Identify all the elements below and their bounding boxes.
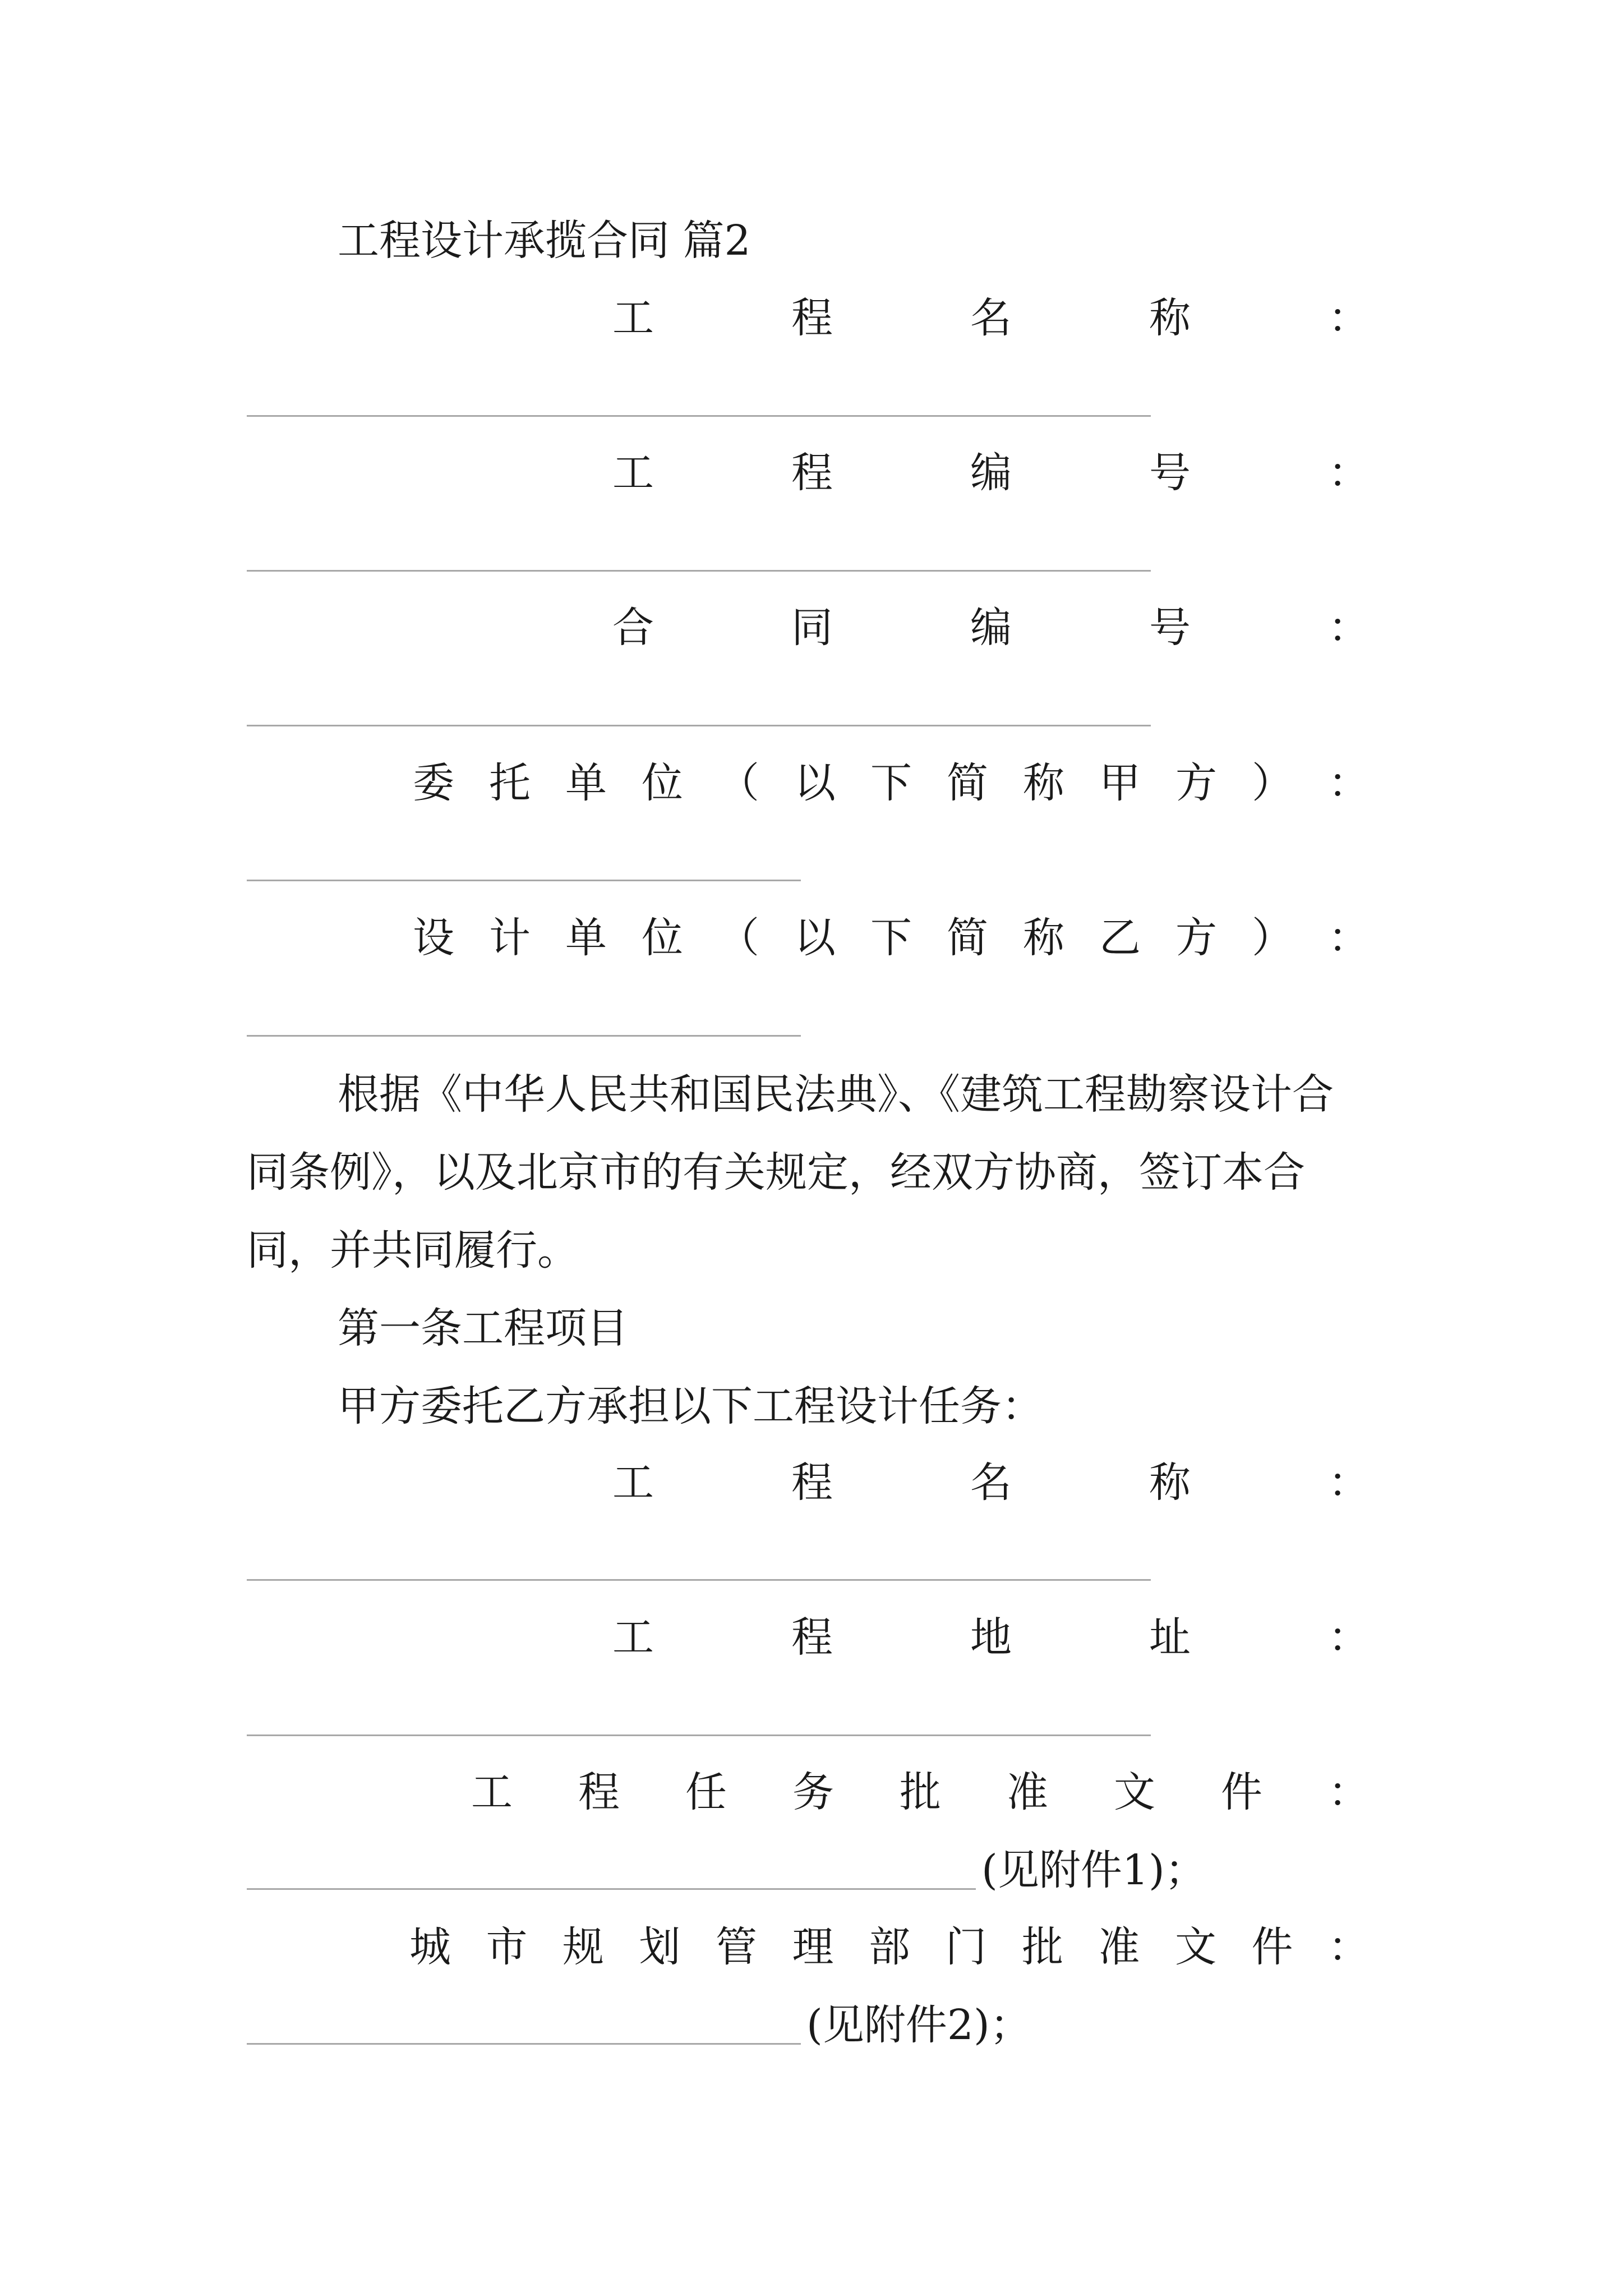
label-char: 程 [578, 1768, 620, 1816]
intro-line-2: 同条例》，以及北京市的有关规定，经双方协商，签订本合 [247, 1148, 1305, 1197]
approval-document-label [471, 1768, 1370, 1816]
label-char: 地 [970, 1613, 1012, 1662]
label-char: ： [1328, 759, 1370, 807]
label-char: 名 [970, 294, 1012, 342]
label-char: 以 [794, 759, 836, 807]
label-char: 名 [970, 1458, 1012, 1507]
label-char: 位 [642, 914, 683, 962]
label-char: 号 [1149, 449, 1191, 497]
label-char: 称 [1023, 759, 1064, 807]
item-project-address-label [612, 1613, 1370, 1662]
party-b-blank [247, 1035, 801, 1037]
label-char: 址 [1149, 1613, 1191, 1662]
label-char: 件 [1221, 1768, 1262, 1816]
label-char: 甲 [1099, 759, 1141, 807]
label-char: 规 [562, 1923, 604, 1971]
label-char: 准 [1098, 1923, 1140, 1971]
label-char: 称 [1149, 1458, 1191, 1507]
label-char: 件 [1251, 1923, 1293, 1971]
label-char: 程 [791, 1458, 833, 1507]
label-char: ： [1328, 1613, 1370, 1662]
approval-document-note: (见附件1)； [981, 1846, 1206, 1894]
label-char: 称 [1149, 294, 1191, 342]
label-char: ： [1328, 1458, 1370, 1507]
contract-number-label [612, 604, 1370, 652]
label-char: 方 [1175, 914, 1217, 962]
label-char: 下 [870, 914, 912, 962]
label-char: 工 [612, 1458, 654, 1507]
label-char: 称 [1023, 914, 1064, 962]
label-char: ） [1252, 914, 1293, 962]
label-char: 以 [794, 914, 836, 962]
label-char: 理 [792, 1923, 834, 1971]
label-char: ： [1328, 604, 1370, 652]
label-char: 部 [869, 1923, 910, 1971]
label-char: （ [718, 914, 759, 962]
label-char: （ [718, 759, 759, 807]
label-char: 程 [791, 1613, 833, 1662]
label-char: 文 [1114, 1768, 1155, 1816]
label-char: ： [1328, 914, 1370, 962]
label-char: 任 [685, 1768, 727, 1816]
planning-document-note: (见附件2)； [806, 2001, 1031, 2049]
label-char: 市 [486, 1923, 528, 1971]
article-1-text: 甲方委托乙方承担以下工程设计任务： [338, 1382, 1043, 1430]
label-char: 简 [947, 914, 988, 962]
label-char: 号 [1149, 604, 1191, 652]
contract-number-blank [247, 725, 1151, 726]
label-char: 管 [716, 1923, 757, 1971]
label-char: 设 [413, 914, 454, 962]
label-char: 同 [791, 604, 833, 652]
label-char: 委 [413, 759, 454, 807]
item-project-name-label [612, 1458, 1370, 1507]
label-char: 位 [642, 759, 683, 807]
planning-document-label [409, 1923, 1370, 1971]
intro-line-1: 根据《中华人民共和国民法典》、《建筑工程勘察设计合 [338, 1070, 1334, 1119]
party-b-label [413, 914, 1370, 962]
label-char: ） [1252, 759, 1293, 807]
label-char: 单 [565, 914, 607, 962]
label-char: ： [1328, 1768, 1370, 1816]
label-char: 城 [409, 1923, 451, 1971]
label-char: 简 [947, 759, 988, 807]
item-project-address-blank [247, 1734, 1151, 1736]
label-char: 计 [489, 914, 531, 962]
label-char: 合 [612, 604, 654, 652]
project-name-label [612, 294, 1370, 342]
label-char: 程 [791, 294, 833, 342]
label-char: 编 [970, 604, 1012, 652]
party-a-label [413, 759, 1370, 807]
label-char: 程 [791, 449, 833, 497]
party-a-blank [247, 880, 801, 881]
label-char: 准 [1007, 1768, 1048, 1816]
label-char: ： [1328, 449, 1370, 497]
label-char: 工 [471, 1768, 513, 1816]
item-project-name-blank [247, 1579, 1151, 1581]
project-number-label [612, 449, 1370, 497]
label-char: 务 [792, 1768, 834, 1816]
project-name-blank [247, 415, 1151, 417]
label-char: 编 [970, 449, 1012, 497]
label-char: 划 [639, 1923, 681, 1971]
contract-title: 工程设计承揽合同 篇2 [338, 217, 751, 265]
label-char: 批 [1022, 1923, 1063, 1971]
label-char: 门 [945, 1923, 987, 1971]
project-number-blank [247, 570, 1151, 572]
intro-line-3: 同，并共同履行。 [247, 1226, 579, 1274]
article-1-heading: 第一条工程项目 [338, 1304, 628, 1352]
label-char: 工 [612, 449, 654, 497]
label-char: 下 [870, 759, 912, 807]
label-char: 托 [489, 759, 531, 807]
label-char: ： [1328, 294, 1370, 342]
label-char: 乙 [1099, 914, 1141, 962]
label-char: 工 [612, 294, 654, 342]
label-char: 工 [612, 1613, 654, 1662]
label-char: 文 [1175, 1923, 1216, 1971]
label-char: ： [1328, 1923, 1370, 1971]
label-char: 单 [565, 759, 607, 807]
approval-document-blank [247, 1888, 976, 1890]
planning-document-blank [247, 2043, 801, 2045]
label-char: 批 [900, 1768, 941, 1816]
label-char: 方 [1175, 759, 1217, 807]
